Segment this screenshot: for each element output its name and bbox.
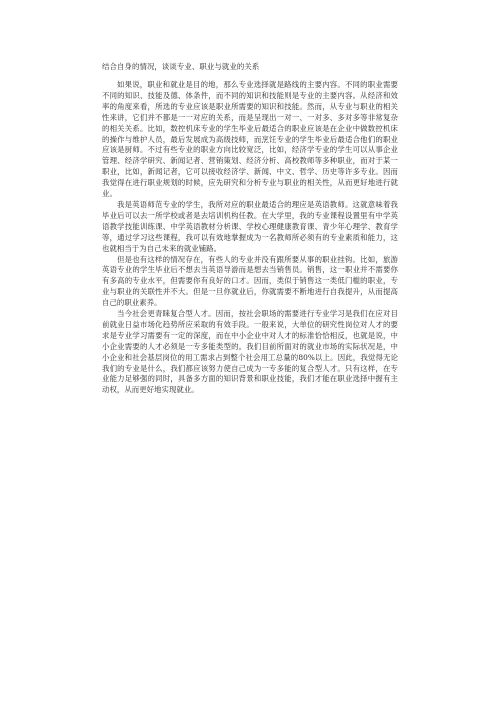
paragraph-2: 我是英语师范专业的学生，我所对应的职业最适合的理应是英语教师。这就意味着我毕业后可以去一所学校或者是去培训机构任教。在大学里，我的专业课程设置里有中学英语教学技能训练课、中学英语教材分析课、学校心理健康教育课、青少年心理学、教育学等，通过学习这些课程，我可以有效地掌握成为一名教师所必须有的专业素质和能力，这也就相当于为自己未来的就业铺路。 <box>102 199 398 253</box>
paragraph-3: 但是也有这样的情况存在，有些人的专业并没有跟所要从事的职业挂钩。比如，旅游英语专业的学生毕业后不想去当英语导游而是想去当销售员。销售，这一职业并不需要你有多高的专业水平，但需要你有良好的口才。因而，类似于销售这一类低门槛的职业，专业与职业的关联性并不大。但是一旦你就业后，你就需要不断地进行自我提升，从而提高自己的职业素养。 <box>102 254 398 308</box>
paragraph-1: 如果说，职业和就业是目的地，那么专业选择就是路线的主要内容。不同的职业需要不同的知识、技能及德、体条件，而不同的知识和技能则是专业的主要内容。从经济和效率的角度来看，所选的专业应该是职业所需要的知识和技能。然而，从专业与职业的相关性来讲，它们并不都是一一对应的关系，而是呈现出一对一、一对多、多对多等非常复杂的相关关系。比如，数控机床专业的学生毕业后最适合的职业应该是在企业中做数控机床的操作与维护人员，最后发展成为高级技师，而烹饪专业的学生毕业后最适合他们的职业应该是厨师。不过有些专业的职业方向比较宽泛，比如，经济学专业的学生可以从事企业管理、经济学研究、新闻记者、营销策划、经济分析、高校教师等多种职业，而对于某一职业，比如，新闻记者，它可以接收经济学、新闻、中文、哲学、历史等许多专业。因而我觉得在进行职业规划的时候，应先研究和分析专业与职业的相关性，从而更好地进行就业。 <box>102 80 398 199</box>
document-title: 结合自身的情况，谈谈专业、职业与就业的关系 <box>102 62 260 71</box>
document-page <box>102 62 398 396</box>
paragraph-4: 当今社会更青睐复合型人才。因而，按社会职场的需要进行专业学习是我们在应对目前就业日益市场化趋势所应采取的有效手段。一般来说，大单位的研究性岗位对人才的要求是专业学习需要有一定的深度，而在中小企业中对人才的标准恰恰相反，也就是说，中小企业需要的人才必须是一专多能类型的。我们目前所面对的就业市场的实际状况是，中小企业和社会基层岗位的用工需求占到整个社会用工总量的80%以上。因此，我觉得无论我们的专业是什么，我们都应该努力使自己成为一专多能的复合型人才。只有这样，在专业能力足够强的同时，具备多方面的知识背景和职业技能，我们才能在职业选择中握有主动权，从而更好地实现就业。 <box>102 309 398 395</box>
